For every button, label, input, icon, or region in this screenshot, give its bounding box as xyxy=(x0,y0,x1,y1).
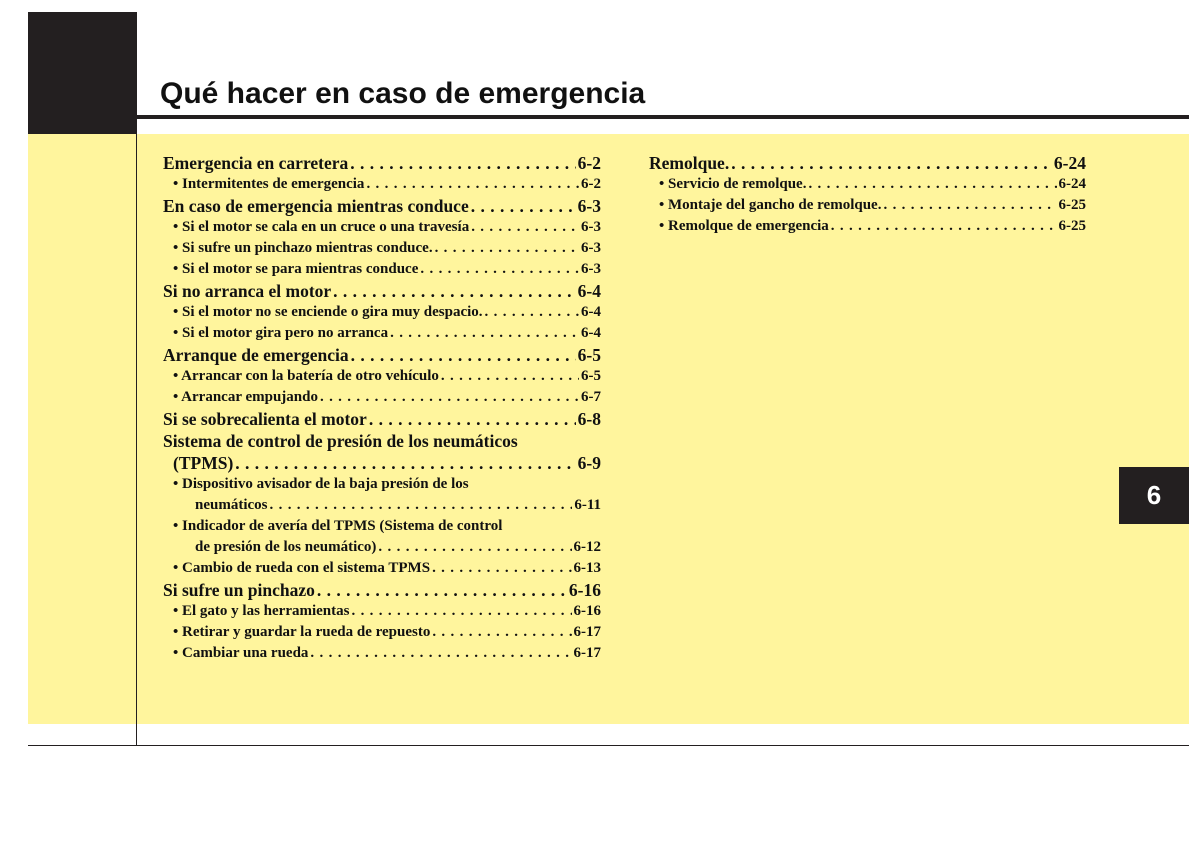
toc-entry-page: 6-16 xyxy=(568,580,601,600)
toc-entry-page: 6-24 xyxy=(1058,176,1086,192)
toc-entry-page: 6-25 xyxy=(1058,197,1086,213)
toc-entry-label: Si sufre un pinchazo xyxy=(163,580,315,600)
toc-entry-page: 6-9 xyxy=(577,453,601,473)
toc-entry-label: • Servicio de remolque. xyxy=(659,176,807,192)
toc-entry-label: • Cambiar una rueda xyxy=(173,645,309,661)
toc-entry[interactable] xyxy=(163,280,601,302)
title-underline xyxy=(136,115,1189,119)
toc-entry-page: 6-13 xyxy=(573,560,601,576)
toc-entry-label: Emergencia en carretera xyxy=(163,153,349,173)
toc-entry-page: 6-5 xyxy=(581,368,601,384)
toc-entry-page: 6-24 xyxy=(1053,153,1086,173)
toc-subentry[interactable] xyxy=(649,216,1086,237)
toc-subentry[interactable] xyxy=(163,622,601,643)
toc-subentry[interactable] xyxy=(163,366,601,387)
toc-subentry[interactable] xyxy=(163,495,601,516)
toc-entry[interactable] xyxy=(649,152,1086,174)
toc-entry-label: de presión de los neumático) xyxy=(195,539,377,555)
bottom-divider xyxy=(28,745,1189,746)
toc-entry-page: 6-16 xyxy=(573,603,601,619)
toc-entry-label: • El gato y las herramientas xyxy=(173,603,350,619)
toc-entry-label: • Montaje del gancho de remolque. xyxy=(659,197,882,213)
toc-entry-label: • Arrancar empujando xyxy=(173,389,318,405)
toc-entry-page: 6-3 xyxy=(581,219,601,235)
toc-entry-label: • Arrancar con la batería de otro vehículo xyxy=(173,368,439,384)
page-title: Qué hacer en caso de emergencia xyxy=(160,77,646,110)
toc-entry-page: 6-7 xyxy=(581,389,601,405)
chapter-number: 6 xyxy=(1146,480,1162,510)
toc-entry-page: 6-3 xyxy=(581,240,601,256)
vertical-divider xyxy=(136,12,137,745)
toc-entry[interactable] xyxy=(163,579,601,601)
toc-entry[interactable] xyxy=(163,452,601,474)
toc-entry-page: 6-2 xyxy=(581,176,601,192)
toc-subentry[interactable] xyxy=(163,643,601,664)
toc-entry[interactable] xyxy=(163,344,601,366)
toc-entry-label: • Remolque de emergencia xyxy=(659,218,829,234)
toc-subentry[interactable] xyxy=(163,302,601,323)
toc-entry-label: • Cambio de rueda con el sistema TPMS xyxy=(173,560,431,576)
toc-entry-label: Arranque de emergencia xyxy=(163,345,349,365)
toc-subentry-label-line1[interactable]: • Dispositivo avisador de la baja presión de los xyxy=(173,476,469,492)
toc-subentry[interactable] xyxy=(649,195,1086,216)
toc-entry-label: En caso de emergencia mientras conduce xyxy=(163,196,469,216)
toc-entry-label: • Si el motor no se enciende o gira muy despacio. xyxy=(173,304,483,320)
toc-subentry[interactable] xyxy=(163,238,601,259)
toc-entry-label: • Si sufre un pinchazo mientras conduce. xyxy=(173,240,433,256)
toc-entry-page: 6-17 xyxy=(573,624,601,640)
toc-entry-page: 6-11 xyxy=(574,497,601,513)
toc-subentry[interactable] xyxy=(163,558,601,579)
toc-entry-page: 6-5 xyxy=(577,345,601,365)
toc-subentry[interactable] xyxy=(649,174,1086,195)
toc-entry-label: • Intermitentes de emergencia xyxy=(173,176,365,192)
toc-entry-label: (TPMS) xyxy=(173,453,234,473)
toc-entry-label: • Si el motor se para mientras conduce xyxy=(173,261,419,277)
toc-entry-label: • Si el motor gira pero no arranca xyxy=(173,325,389,341)
toc-entry-label: Remolque. xyxy=(649,153,730,173)
toc-entry-page: 6-17 xyxy=(573,645,601,661)
toc-subentry[interactable] xyxy=(163,601,601,622)
toc-entry-page: 6-3 xyxy=(581,261,601,277)
toc-entry-label: • Retirar y guardar la rueda de repuesto xyxy=(173,624,431,640)
toc-subentry[interactable] xyxy=(163,537,601,558)
toc-entry-page: 6-8 xyxy=(577,409,601,429)
toc-entry-label: Si no arranca el motor xyxy=(163,281,332,301)
toc-subentry[interactable] xyxy=(163,323,601,344)
toc-subentry[interactable] xyxy=(163,387,601,408)
toc-column-right xyxy=(649,152,1086,237)
toc-entry[interactable] xyxy=(163,152,601,174)
chapter-tab[interactable] xyxy=(1119,467,1189,524)
toc-entry-page: 6-3 xyxy=(577,196,601,216)
toc-subentry[interactable] xyxy=(163,174,601,195)
toc-entry-label-line1[interactable]: Sistema de control de presión de los neumáticos xyxy=(163,431,518,451)
toc-entry-label: Si se sobrecalienta el motor xyxy=(163,409,367,429)
left-margin-panel xyxy=(28,134,136,724)
toc-entry-page: 6-12 xyxy=(573,539,601,555)
toc-entry[interactable] xyxy=(163,195,601,217)
toc-entry-label: • Si el motor se cala en un cruce o una travesía xyxy=(173,219,470,235)
toc-entry-page: 6-4 xyxy=(581,325,601,341)
toc-subentry-label-line1[interactable]: • Indicador de avería del TPMS (Sistema de control xyxy=(173,518,503,534)
toc-column-left xyxy=(163,152,601,664)
toc-subentry[interactable] xyxy=(163,217,601,238)
toc-subentry[interactable] xyxy=(163,259,601,280)
toc-entry[interactable] xyxy=(163,408,601,430)
toc-entry-page: 6-2 xyxy=(577,153,601,173)
toc-entry-label: neumáticos xyxy=(195,497,268,513)
toc-entry-page: 6-4 xyxy=(577,281,601,301)
chapter-color-block xyxy=(28,12,136,134)
toc-entry-page: 6-4 xyxy=(581,304,601,320)
toc-entry-page: 6-25 xyxy=(1058,218,1086,234)
